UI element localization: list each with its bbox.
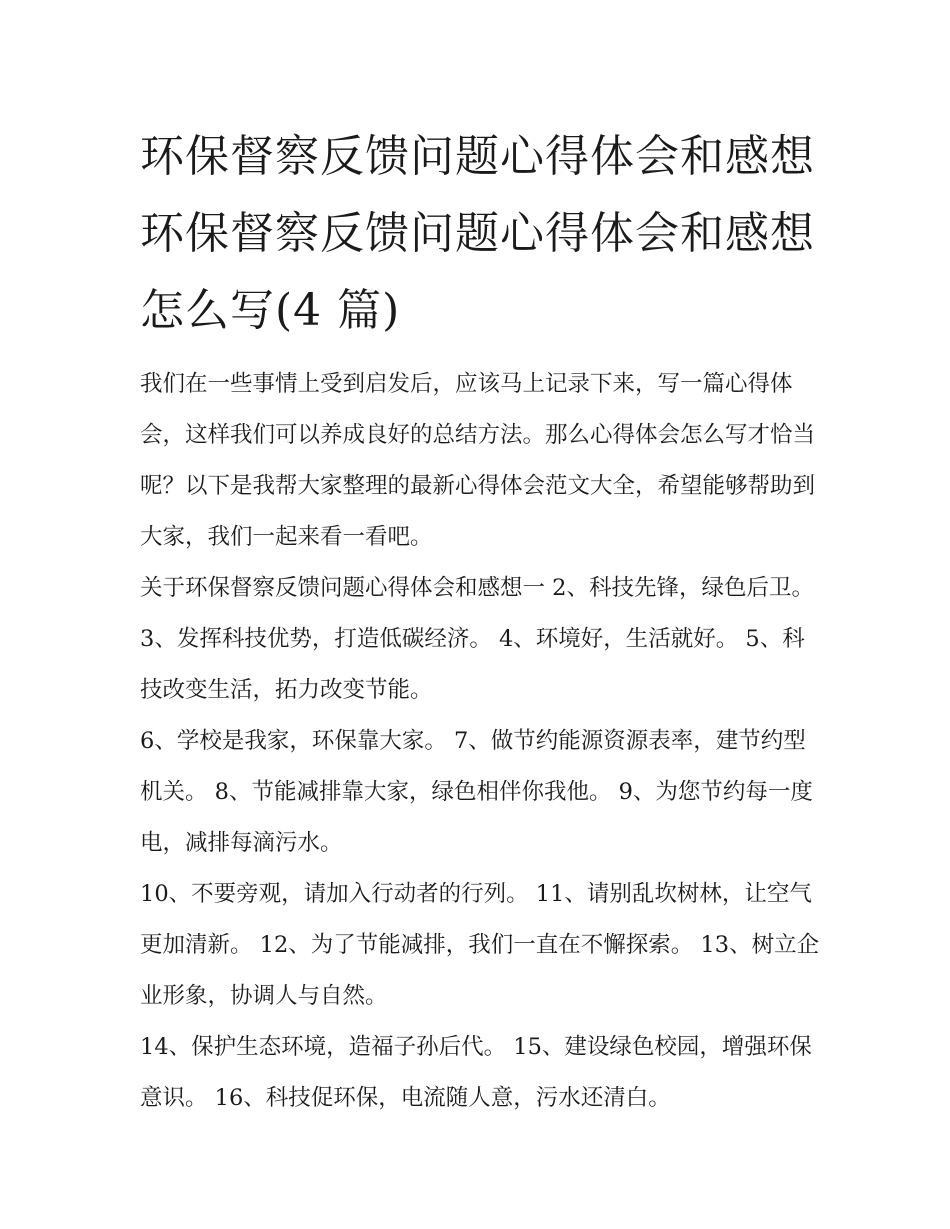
document-body [140, 359, 820, 1124]
slogan-paragraph-1: 关于环保督察反馈问题心得体会和感想一 2、科技先锋，绿色后卫。 3、发挥科技优势，打造低碳经济。 4、环境好，生活就好。 5、科技改变生活，拓力改变节能。 [140, 575, 814, 703]
intro-paragraph: 我们在一些事情上受到启发后，应该马上记录下来，写一篇心得体会，这样我们可以养成良好的总结方法。那么心得体会怎么写才恰当呢？以下是我帮大家整理的最新心得体会范文大全，希望能够帮助到大家，我们一起来看一看吧。 [140, 371, 816, 550]
slogan-paragraph-2: 6、学校是我家，环保靠大家。 7、做节约能源资源表率，建节约型机关。 8、节能减排靠大家，绿色相伴你我他。 9、为您节约每一度电，减排每滴污水。 [140, 728, 813, 856]
slogan-paragraph-4: 14、保护生态环境，造福子孙后代。 15、建设绿色校园，增强环保意识。 16、科技促环保，电流随人意，污水还清白。 [140, 1034, 812, 1111]
slogan-paragraph-3: 10、不要旁观，请加入行动者的行列。 11、请别乱坎树林，让空气更加清新。 12、为了节能减排，我们一直在不懈探索。 13、树立企业形象，协调人与自然。 [140, 881, 820, 1009]
document-title: 环保督察反馈问题心得体会和感想 环保督察反馈问题心得体会和感想怎么写(4 篇) [140, 131, 815, 336]
document-page [140, 118, 820, 1124]
